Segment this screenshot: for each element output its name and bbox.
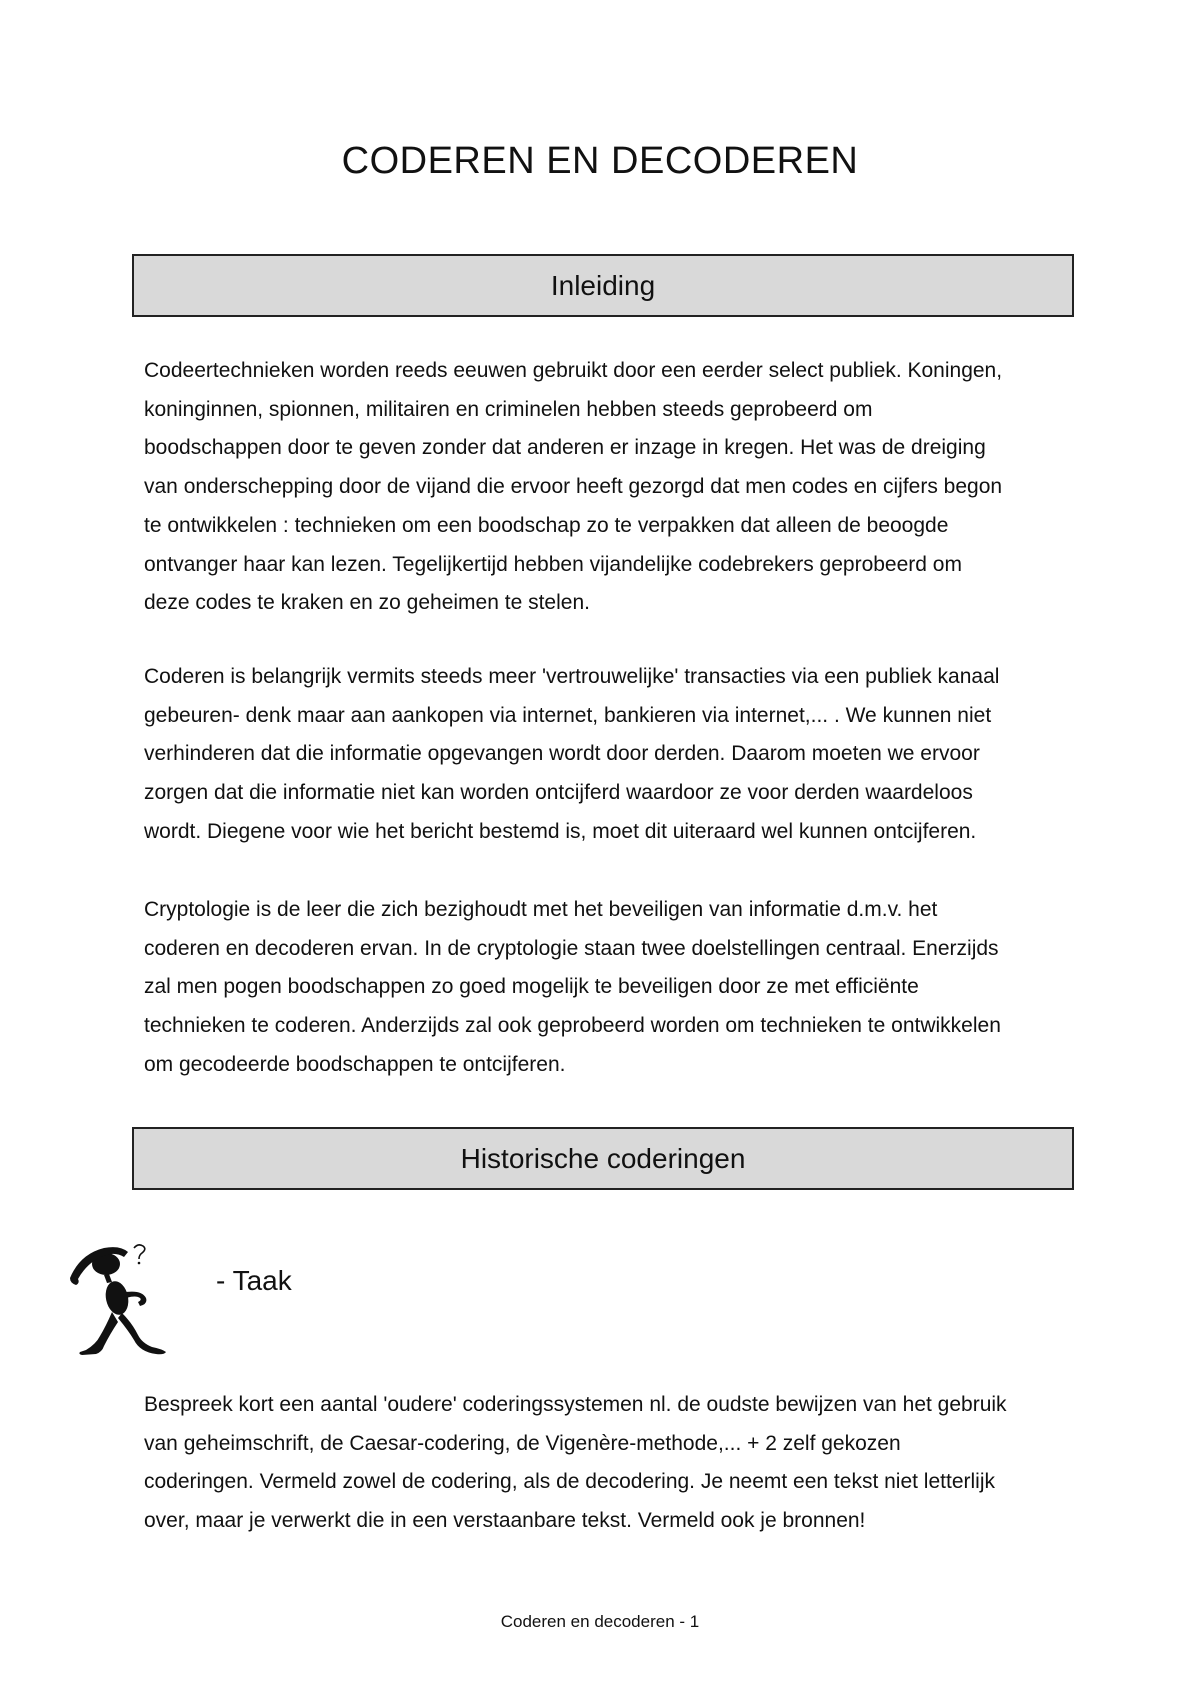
text-line: Bespreek kort een aantal 'oudere' coderingssystemen nl. de oudste bewijzen van het gebruik: [144, 1393, 1007, 1416]
text-line: zal men pogen boodschappen zo goed mogelijk te beveiligen door ze met efficiënte: [144, 975, 919, 999]
text-line: zorgen dat die informatie niet kan worden ontcijferd waardoor ze voor derden waardeloos: [144, 781, 973, 805]
task-label: - Taak: [216, 1265, 292, 1296]
text-line: deze codes te kraken en zo geheimen te stelen.: [144, 591, 590, 615]
text-line: van geheimschrift, de Caesar-codering, de Vigenère-methode,... + 2 zelf gekozen: [144, 1431, 901, 1455]
text-line: te ontwikkelen : technieken om een boodschap zo te verpakken dat alleen de beoogde: [144, 513, 949, 537]
text-line: gebeuren- denk maar aan aankopen via internet, bankieren via internet,... . We kunnen niet: [144, 703, 992, 727]
text-line: van onderschepping door de vijand die ervoor heeft gezorgd dat men codes en cijfers begon: [144, 475, 1003, 499]
text-line: boodschappen door te geven zonder dat anderen er inzage in kregen. Het was de dreiging: [144, 436, 986, 460]
task-paragraph: [144, 1386, 1064, 1541]
text-line: ontvanger haar kan lezen. Tegelijkertijd hebben vijandelijke codebrekers geprobeerd om: [144, 552, 962, 576]
intro-paragraph-2: [144, 658, 1064, 852]
text-line: koninginnen, spionnen, militairen en criminelen hebben steeds geprobeerd om: [144, 397, 873, 421]
text-line: verhinderen dat die informatie opgevangen wordt door derden. Daarom moeten we ervoor: [144, 742, 980, 766]
text-line: Coderen is belangrijk vermits steeds meer 'vertrouwelijke' transacties via een publiek kanaal: [144, 665, 1000, 688]
thinking-figure-icon: [62, 1240, 192, 1360]
text-line: technieken te coderen. Anderzijds zal ook geprobeerd worden om technieken te ontwikkelen: [144, 1014, 1001, 1038]
page-footer: Coderen en decoderen - 1: [500, 1612, 700, 1631]
text-line: coderen en decoderen ervan. In de cryptologie staan twee doelstellingen centraal. Enerzijds: [144, 936, 999, 960]
text-line: Cryptologie is de leer die zich bezighoudt met het beveiligen van informatie d.m.v. het: [144, 898, 938, 921]
intro-paragraph-1: [144, 352, 1064, 623]
text-line: coderingen. Vermeld zowel de codering, als de decodering. Je neemt een tekst niet letterlijk: [144, 1470, 995, 1494]
intro-paragraph-3: [144, 891, 1064, 1085]
section-heading-label: Historische coderingen: [460, 1142, 746, 1174]
section-heading-label: Inleiding: [550, 269, 656, 301]
page-title: CODEREN EN DECODEREN: [341, 140, 859, 182]
text-line: Codeertechnieken worden reeds eeuwen gebruikt door een eerder select publiek. Koningen,: [144, 359, 1003, 382]
section-heading-inleiding: [132, 254, 1074, 317]
text-line: om gecodeerde boodschappen te ontcijferen.: [144, 1052, 566, 1076]
section-heading-historische-coderingen: [132, 1127, 1074, 1190]
text-line: wordt. Diegene voor wie het bericht bestemd is, moet dit uiteraard wel kunnen ontcijferen.: [144, 819, 977, 843]
text-line: over, maar je verwerkt die in een verstaanbare tekst. Vermeld ook je bronnen!: [144, 1509, 866, 1533]
